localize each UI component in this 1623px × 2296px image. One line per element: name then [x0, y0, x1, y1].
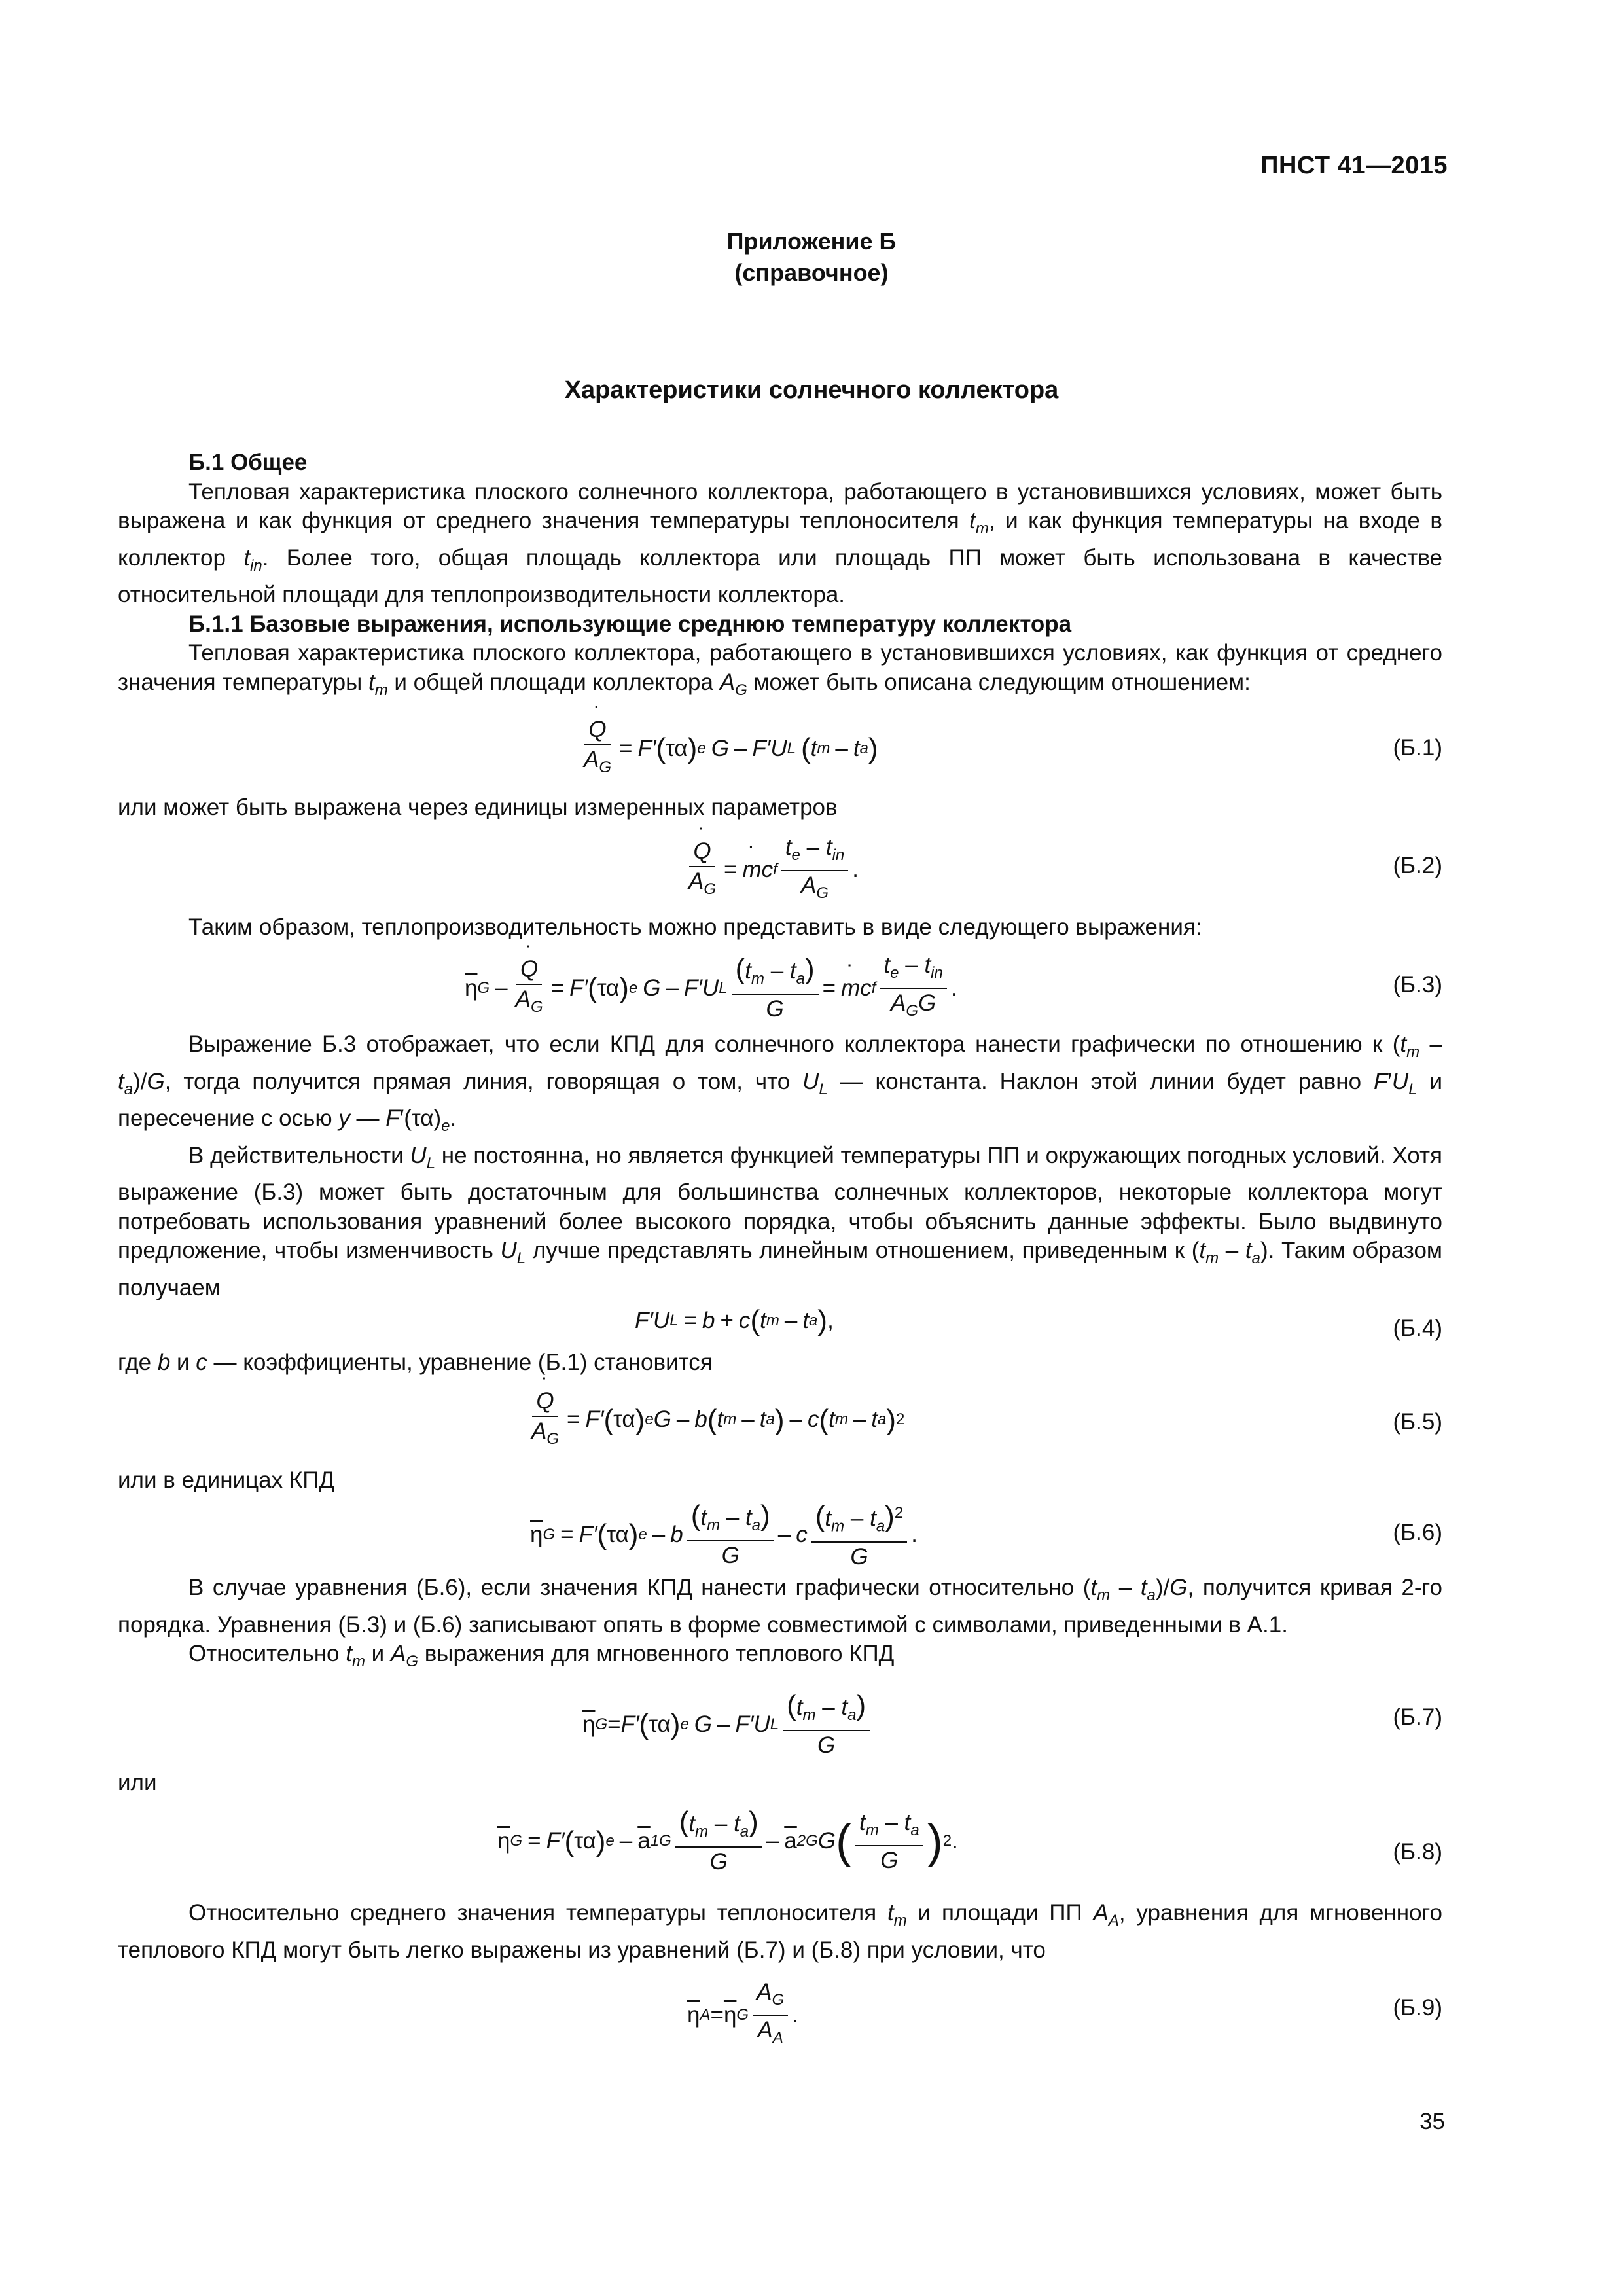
- equation-number: (Б.7): [1393, 1704, 1442, 1730]
- paragraph-1: Тепловая характеристика плоского солнечного коллектора, работающего в установившихся условиях, может быть выражена и как функция от среднего значения температуры теплоносителя $t_m$, и как функция температуры на входе в коллектор $t_{in}$. Более того, общая площадь коллектора или площадь ПП может быть использована в качестве относительной площади для теплопроизводительности коллектора.: [118, 478, 1442, 607]
- body-text: [118, 448, 1442, 2050]
- appendix-heading: [0, 226, 1623, 289]
- appendix-title: Характеристики солнечного коллектора: [564, 376, 1059, 404]
- equation-number: (Б.1): [1393, 735, 1442, 761]
- paragraph-4: Таким образом, теплопроизводительность можно представить в виде следующего выражения:: [188, 914, 1202, 940]
- equation-number: (Б.6): [1393, 1520, 1442, 1545]
- section-heading-b1: Б.1 Общее: [188, 450, 308, 475]
- equation-number: (Б.5): [1393, 1408, 1442, 1435]
- page-number: 35: [1419, 2109, 1445, 2134]
- equation-b3: $\overline{\eta}$ G – ˙ $\frac{Q}{A_G}$ = F′ ( τα ) e G – F′U L $\frac{(t_m - t_a)}{G}$ = ˙ m c f $\frac{t_e - t_{in}}{A_GG}$ . (Б.3): [118, 942, 1442, 1030]
- appendix-kind: (справочное): [734, 259, 889, 286]
- paragraph-10: Относительно $t_m$ и $A_G$ выражения для мгновенного теплового КПД: [188, 1641, 895, 1670]
- appendix-label: Приложение Б: [726, 228, 897, 255]
- paragraph-8: или в единицах КПД: [118, 1467, 335, 1493]
- paragraph-11: или: [118, 1769, 157, 1795]
- equation-b2: ˙ $\frac{Q}{A_G}$ = ˙ m c f $\frac{t_e - t_{in}}{A_G}$ . (Б.2): [118, 823, 1442, 908]
- section-heading-b11: Б.1.1 Базовые выражения, использующие среднюю температуру коллектора: [188, 611, 1072, 637]
- paragraph-6: В действительности $U_L$ не постоянна, но является функцией температуры ПП и окружающих погодных условий. Хотя выражение (Б.3) может быть достаточным для большинства солнечных коллекторов, некоторые коллектора могут потребовать использования уравнений более высокого порядка, чтобы объяснить данные эффекты. Было выдвинуто предложение, чтобы изменчивость $U_L$ лучше представлять линейным отношением, приведенным к $(t_m - t_a)$. Таким образом получаем: [118, 1142, 1442, 1300]
- equation-b6: $\overline{\eta}$ G = F′ ( τα ) e – b $\frac{(t_m - t_a)}{G}$ – c $\frac{(t_m - t_a)^2}{G}$ . (Б.6): [530, 1499, 1442, 1570]
- paragraph-3: или может быть выражена через единицы измеренных параметров: [118, 795, 838, 820]
- paragraph-9: В случае уравнения (Б.6), если значения КПД нанести графически относительно $(t_m - t_a)/G$, получится кривая 2-го порядка. Уравнения (Б.3) и (Б.6) записывают опять в форме совместимой с символами, приведенными в А.1.: [118, 1575, 1442, 1638]
- equation-number: (Б.2): [1393, 852, 1442, 878]
- equation-b4: F′U L = b + c ( t m – t a ) , (Б.4): [118, 1302, 1442, 1348]
- equation-b1: ˙ $\frac{Q}{A_G}$ = F′ ( τα ) e G – F′U L ( t m – t a ) (Б.1): [118, 705, 1442, 793]
- equation-b7: $\overline{\eta}$ G = F′ ( τα ) e G – F′U L $\frac{(t_m - t_a)}{G}$ (Б.7): [582, 1689, 1442, 1758]
- equation-number: (Б.4): [1393, 1316, 1442, 1341]
- paragraph-7: где b и c — коэффициенты, уравнение (Б.1) становится: [118, 1350, 713, 1375]
- equation-b9: $\overline{\eta}$ A = $\overline{\eta}$ G $\frac{A_G}{A_A}$ . (Б.9): [687, 1979, 1442, 2047]
- standard-code: ПНСТ 41—2015: [1260, 152, 1448, 179]
- equation-number: (Б.3): [1393, 972, 1442, 997]
- paragraph-2: Тепловая характеристика плоского коллектора, работающего в установившихся условиях, как функция от среднего значения температуры $t_m$ и общей площади коллектора $A_G$ может быть описана следующим отношением:: [118, 640, 1442, 699]
- equation-number: (Б.9): [1393, 1995, 1442, 2020]
- equation-b8: $\overline{\eta}$ G = F′ ( τα ) e – $\overline{a}$ 1G $\frac{(t_m - t_a)}{G}$ – $\overline{a}$ 2G G ( $\frac{t_m - t_a}{G}$ ) 2 . (Б.8): [497, 1806, 1442, 1874]
- paragraph-5: Выражение Б.3 отображает, что если КПД для солнечного коллектора нанести графически по отношению к $(t_m - t_a)/G$, тогда получится прямая линия, говорящая о том, что $U_L$ — константа. Наклон этой линии будет равно $F'U_L$ и пересечение с осью y — $F'(\tau\alpha)_e$.: [118, 1031, 1442, 1135]
- equation-b5: ˙ $\frac{Q}{A_G}$ = F′ ( τα ) e G – b ( t m – t a ) – c ( t m – t a ) 2 (Б.5): [118, 1378, 1442, 1466]
- paragraph-12: Относительно среднего значения температуры теплоносителя $t_m$ и площади ПП $A_A$, уравнения для мгновенного теплового КПД могут быть легко выражены из уравнений (Б.7) и (Б.8) при условии, что: [118, 1900, 1442, 1963]
- equation-number: (Б.8): [1393, 1839, 1442, 1865]
